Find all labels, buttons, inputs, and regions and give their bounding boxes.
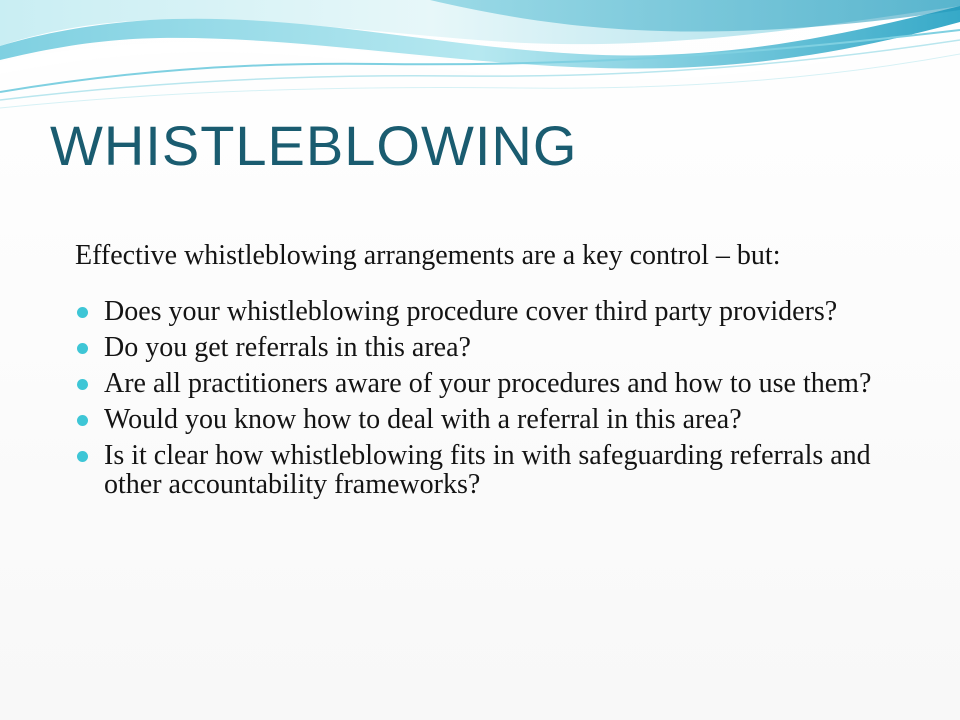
bullet-text: Does your whistleblowing procedure cover third party providers?	[104, 296, 838, 327]
list-item	[75, 405, 895, 434]
slide-body	[75, 241, 895, 506]
intro-text: Effective whistleblowing arrangements are a key control – but:	[75, 240, 781, 271]
bullet-list	[75, 297, 895, 499]
bullet-dot-icon	[77, 307, 88, 318]
list-item	[75, 369, 895, 398]
bullet-dot-icon	[77, 343, 88, 354]
bullet-dot-icon	[77, 451, 88, 462]
bullet-text: Would you know how to deal with a referral in this area?	[104, 404, 742, 435]
slide-title: WHISTLEBLOWING	[50, 114, 578, 177]
bullet-dot-icon	[77, 379, 88, 390]
list-item	[75, 297, 895, 326]
list-item	[75, 333, 895, 362]
bullet-dot-icon	[77, 415, 88, 426]
wave-header-decoration	[0, 0, 960, 120]
list-item	[75, 441, 895, 499]
bullet-text: Are all practitioners aware of your procedures and how to use them?	[104, 368, 872, 399]
bullet-text: Is it clear how whistleblowing fits in with safeguarding referrals and other accountability frameworks?	[104, 440, 871, 500]
bullet-text: Do you get referrals in this area?	[104, 332, 471, 363]
